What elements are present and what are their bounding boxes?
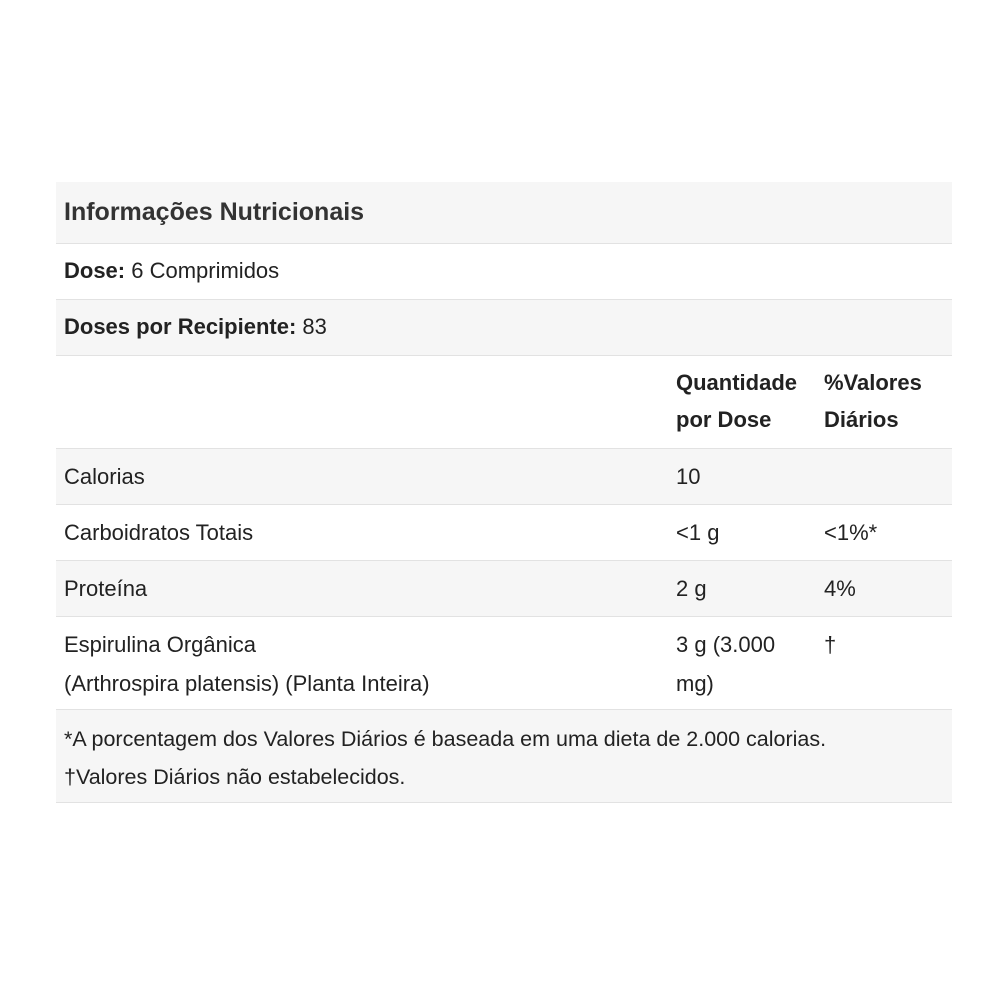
footnotes bbox=[56, 710, 952, 803]
header-dv-cell bbox=[824, 364, 952, 438]
dose-label: Dose: bbox=[64, 258, 126, 283]
nutrient-amount-line2: mg) bbox=[676, 671, 714, 696]
nutrient-name: Calorias bbox=[64, 464, 145, 489]
table-row bbox=[56, 617, 952, 710]
table-row bbox=[56, 449, 952, 505]
header-amount-cell bbox=[676, 364, 824, 438]
doses-per-container-value: 83 bbox=[296, 314, 327, 339]
nutrient-name-line1: Espirulina Orgânica bbox=[64, 632, 256, 657]
header-dv-line2: Diários bbox=[824, 407, 899, 432]
footnote-not-established: †Valores Diários não estabelecidos. bbox=[64, 765, 406, 789]
nutrient-amount-line1: 3 g (3.000 bbox=[676, 632, 776, 657]
footnote-daily-value: *A porcentagem dos Valores Diários é baseada em uma dieta de 2.000 calorias. bbox=[64, 727, 827, 751]
nutrient-amount: 10 bbox=[676, 464, 701, 489]
table-row bbox=[56, 505, 952, 561]
nutrient-amount: 2 g bbox=[676, 576, 707, 601]
nutrient-dv: † bbox=[824, 632, 837, 657]
header-dv-line1: %Valores bbox=[824, 370, 922, 395]
column-header-row bbox=[56, 356, 952, 449]
header-amount-line2: por Dose bbox=[676, 407, 772, 432]
nutrient-name: Carboidratos Totais bbox=[64, 520, 254, 545]
table-row bbox=[56, 561, 952, 617]
dose-row bbox=[56, 244, 952, 300]
nutrient-name: Proteína bbox=[64, 576, 148, 601]
nutrient-dv: <1%* bbox=[824, 520, 878, 545]
nutrient-amount bbox=[676, 625, 824, 703]
nutrition-facts-panel bbox=[56, 182, 952, 803]
doses-per-container-row bbox=[56, 300, 952, 356]
panel-title: Informações Nutricionais bbox=[56, 182, 952, 244]
nutrient-dv: 4% bbox=[824, 576, 856, 601]
nutrient-amount: <1 g bbox=[676, 520, 720, 545]
doses-per-container-label: Doses por Recipiente: bbox=[64, 314, 297, 339]
nutrient-name bbox=[56, 625, 676, 703]
header-amount-line1: Quantidade bbox=[676, 370, 798, 395]
dose-value: 6 Comprimidos bbox=[125, 258, 280, 283]
nutrient-name-line2: (Arthrospira platensis) (Planta Inteira) bbox=[64, 671, 430, 696]
